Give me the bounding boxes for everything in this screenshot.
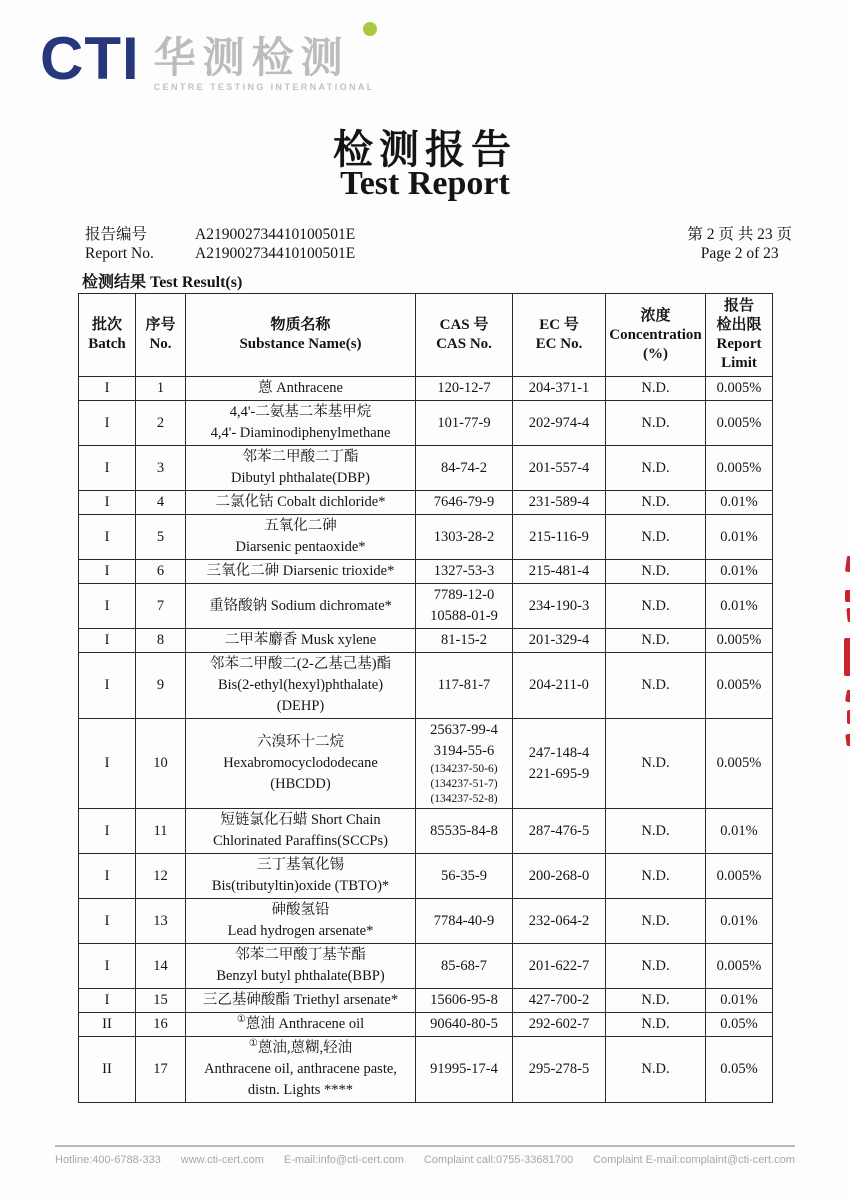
cell-ec-no: 295-278-5	[513, 1037, 606, 1103]
stamp-mark-icon	[845, 690, 850, 703]
cti-logo-chinese-name: 华测检测	[153, 34, 350, 81]
cell-cas-no: 91995-17-4	[416, 1037, 513, 1103]
cell-report-limit: 0.01%	[706, 491, 773, 515]
column-header: 报告 检出限 Report Limit	[706, 294, 773, 377]
cell-cas-no: 1327-53-3	[416, 560, 513, 584]
table-row	[79, 377, 773, 401]
cell-batch: I	[79, 854, 136, 899]
cell-concentration: N.D.	[606, 899, 706, 944]
cell-cas-no: 84-74-2	[416, 446, 513, 491]
column-header: CAS 号 CAS No.	[416, 294, 513, 377]
cell-ec-no: 201-622-7	[513, 944, 606, 989]
cell-substance-name: 二氯化钴 Cobalt dichloride*	[186, 491, 416, 515]
cell-substance-name: 三氧化二砷 Diarsenic trioxide*	[186, 560, 416, 584]
cell-concentration: N.D.	[606, 377, 706, 401]
cell-concentration: N.D.	[606, 401, 706, 446]
results-table-body	[79, 377, 773, 1103]
table-row	[79, 899, 773, 944]
cell-substance-name: 重铬酸钠 Sodium dichromate*	[186, 584, 416, 629]
footer-hotline: Hotline:400-6788-333	[55, 1154, 161, 1166]
cell-no: 15	[136, 989, 186, 1013]
cell-concentration: N.D.	[606, 653, 706, 719]
cell-no: 13	[136, 899, 186, 944]
report-number-block	[85, 225, 355, 263]
cell-cas-no: 7789-12-0 10588-01-9	[416, 584, 513, 629]
cell-report-limit: 0.01%	[706, 989, 773, 1013]
cell-report-limit: 0.01%	[706, 515, 773, 560]
footer-divider	[55, 1145, 795, 1147]
cell-report-limit: 0.005%	[706, 944, 773, 989]
cell-no: 9	[136, 653, 186, 719]
cell-concentration: N.D.	[606, 809, 706, 854]
cell-cas-no: 85-68-7	[416, 944, 513, 989]
table-row	[79, 560, 773, 584]
cell-cas-no: 85535-84-8	[416, 809, 513, 854]
cell-report-limit: 0.005%	[706, 854, 773, 899]
cell-report-limit: 0.01%	[706, 584, 773, 629]
footer-website: www.cti-cert.com	[180, 1154, 264, 1166]
report-title-english: Test Report	[340, 165, 510, 202]
table-row	[79, 854, 773, 899]
cell-ec-no: 232-064-2	[513, 899, 606, 944]
cell-report-limit: 0.005%	[706, 446, 773, 491]
cell-batch: I	[79, 515, 136, 560]
table-row	[79, 629, 773, 653]
cell-substance-name: 蒽 Anthracene	[186, 377, 416, 401]
cell-report-limit: 0.005%	[706, 401, 773, 446]
cell-substance-name: 4,4'-二氨基二苯基甲烷 4,4'- Diaminodiphenylmethane	[186, 401, 416, 446]
cti-logo	[40, 26, 375, 92]
footer-complaint-call: Complaint call:0755-33681700	[423, 1154, 574, 1166]
cell-ec-no: 427-700-2	[513, 989, 606, 1013]
cell-ec-no: 215-116-9	[513, 515, 606, 560]
cell-no: 10	[136, 719, 186, 809]
cell-substance-name: 邻苯二甲酸二(2-乙基己基)酯 Bis(2-ethyl(hexyl)phthalate) (DEHP)	[186, 653, 416, 719]
cti-logo-subtitle: CENTRE TESTING INTERNATIONAL	[153, 82, 375, 92]
cell-report-limit: 0.005%	[706, 377, 773, 401]
stamp-mark-icon	[846, 608, 850, 622]
cell-batch: I	[79, 377, 136, 401]
cell-batch: I	[79, 629, 136, 653]
cell-batch: I	[79, 809, 136, 854]
cell-cas-no: 56-35-9	[416, 854, 513, 899]
cell-report-limit: 0.05%	[706, 1013, 773, 1037]
cti-logo-wordmark	[154, 26, 375, 92]
cell-substance-name: 短链氯化石蜡 Short Chain Chlorinated Paraffins(SCCPs)	[186, 809, 416, 854]
stamp-mark-icon	[845, 734, 850, 747]
cell-cas-no: 7646-79-9	[416, 491, 513, 515]
cell-concentration: N.D.	[606, 629, 706, 653]
cell-ec-no: 247-148-4 221-695-9	[513, 719, 606, 809]
column-header: EC 号 EC No.	[513, 294, 606, 377]
cell-substance-name: ①蒽油,蒽糊,轻油 Anthracene oil, anthracene paste, distn. Lights ****	[186, 1037, 416, 1103]
table-row	[79, 989, 773, 1013]
cell-ec-no: 202-974-4	[513, 401, 606, 446]
cell-no: 2	[136, 401, 186, 446]
cell-no: 11	[136, 809, 186, 854]
cell-concentration: N.D.	[606, 1037, 706, 1103]
table-row	[79, 584, 773, 629]
table-row	[79, 809, 773, 854]
cell-cas-no: 1303-28-2	[416, 515, 513, 560]
table-row	[79, 719, 773, 809]
cell-concentration: N.D.	[606, 491, 706, 515]
page-number-cn: 第 2 页 共 23 页	[687, 226, 792, 243]
table-row	[79, 446, 773, 491]
cell-batch: I	[79, 560, 136, 584]
table-row	[79, 653, 773, 719]
cell-concentration: N.D.	[606, 515, 706, 560]
cell-no: 14	[136, 944, 186, 989]
cell-ec-no: 292-602-7	[513, 1013, 606, 1037]
cell-cas-no: 25637-99-4 3194-55-6 (134237-50-6) (134237-51-7) (134237-52-8)	[416, 719, 513, 809]
cell-report-limit: 0.005%	[706, 719, 773, 809]
results-table-header	[79, 294, 773, 377]
report-no-label-en: Report No.	[85, 245, 154, 262]
report-meta-row	[85, 225, 792, 263]
cell-batch: I	[79, 446, 136, 491]
cell-concentration: N.D.	[606, 446, 706, 491]
cti-logo-green-dot-icon	[363, 22, 377, 36]
cell-ec-no: 201-329-4	[513, 629, 606, 653]
cell-batch: I	[79, 584, 136, 629]
cell-concentration: N.D.	[606, 854, 706, 899]
cell-substance-name: 三丁基氧化锡 Bis(tributyltin)oxide (TBTO)*	[186, 854, 416, 899]
cell-concentration: N.D.	[606, 584, 706, 629]
report-title-chinese: 检测报告	[333, 127, 517, 172]
cell-substance-name: 六溴环十二烷 Hexabromocyclododecane (HBCDD)	[186, 719, 416, 809]
cell-cas-no: 7784-40-9	[416, 899, 513, 944]
results-table	[78, 293, 773, 1103]
column-header: 批次 Batch	[79, 294, 136, 377]
cell-batch: II	[79, 1013, 136, 1037]
cell-cas-no: 101-77-9	[416, 401, 513, 446]
cell-substance-name: 二甲苯麝香 Musk xylene	[186, 629, 416, 653]
cell-ec-no: 215-481-4	[513, 560, 606, 584]
cell-batch: I	[79, 653, 136, 719]
cell-ec-no: 234-190-3	[513, 584, 606, 629]
cell-batch: I	[79, 719, 136, 809]
cell-report-limit: 0.01%	[706, 809, 773, 854]
cell-no: 6	[136, 560, 186, 584]
cell-ec-no: 204-211-0	[513, 653, 606, 719]
cell-ec-no: 287-476-5	[513, 809, 606, 854]
cell-concentration: N.D.	[606, 989, 706, 1013]
cell-batch: I	[79, 401, 136, 446]
cell-batch: II	[79, 1037, 136, 1103]
cell-report-limit: 0.005%	[706, 653, 773, 719]
footer-complaint-email: Complaint E-mail:complaint@cti-cert.com	[593, 1154, 795, 1166]
report-no-value-en: A219002734410100501E	[195, 245, 356, 262]
cell-ec-no: 231-589-4	[513, 491, 606, 515]
cell-concentration: N.D.	[606, 560, 706, 584]
cell-no: 8	[136, 629, 186, 653]
red-stamp-fragment	[841, 552, 850, 752]
table-row	[79, 491, 773, 515]
cell-no: 17	[136, 1037, 186, 1103]
cell-substance-name: 砷酸氢铅 Lead hydrogen arsenate*	[186, 899, 416, 944]
table-row	[79, 944, 773, 989]
cell-cas-no: 120-12-7	[416, 377, 513, 401]
cell-cas-no: 117-81-7	[416, 653, 513, 719]
column-header: 序号 No.	[136, 294, 186, 377]
page-number-block	[687, 225, 792, 263]
cell-cas-no: 90640-80-5	[416, 1013, 513, 1037]
column-header: 浓度 Concentration (%)	[606, 294, 706, 377]
cell-report-limit: 0.01%	[706, 560, 773, 584]
cell-substance-name: ①蒽油 Anthracene oil	[186, 1013, 416, 1037]
cell-batch: I	[79, 989, 136, 1013]
cell-ec-no: 201-557-4	[513, 446, 606, 491]
stamp-mark-icon	[844, 638, 850, 676]
cell-concentration: N.D.	[606, 944, 706, 989]
cell-substance-name: 三乙基砷酸酯 Triethyl arsenate*	[186, 989, 416, 1013]
cell-batch: I	[79, 491, 136, 515]
test-results-section-label: 检测结果 Test Result(s)	[82, 274, 243, 291]
cell-no: 16	[136, 1013, 186, 1037]
table-row	[79, 1013, 773, 1037]
cell-substance-name: 邻苯二甲酸丁基苄酯 Benzyl butyl phthalate(BBP)	[186, 944, 416, 989]
cell-no: 3	[136, 446, 186, 491]
cell-no: 5	[136, 515, 186, 560]
cell-no: 7	[136, 584, 186, 629]
cell-batch: I	[79, 944, 136, 989]
cell-concentration: N.D.	[606, 719, 706, 809]
column-header: 物质名称 Substance Name(s)	[186, 294, 416, 377]
cell-cas-no: 81-15-2	[416, 629, 513, 653]
cell-report-limit: 0.01%	[706, 899, 773, 944]
cell-substance-name: 邻苯二甲酸二丁酯 Dibutyl phthalate(DBP)	[186, 446, 416, 491]
table-row	[79, 515, 773, 560]
cell-batch: I	[79, 899, 136, 944]
stamp-mark-icon	[845, 590, 850, 602]
cell-no: 12	[136, 854, 186, 899]
cell-report-limit: 0.05%	[706, 1037, 773, 1103]
report-no-label-cn: 报告编号	[85, 226, 148, 243]
cell-ec-no: 204-371-1	[513, 377, 606, 401]
cell-report-limit: 0.005%	[706, 629, 773, 653]
cell-substance-name: 五氧化二砷 Diarsenic pentaoxide*	[186, 515, 416, 560]
footer-contact-bar	[55, 1154, 795, 1166]
footer-email: E-mail:info@cti-cert.com	[283, 1154, 404, 1166]
table-row	[79, 1037, 773, 1103]
cell-ec-no: 200-268-0	[513, 854, 606, 899]
cti-logo-acronym: CTI	[40, 25, 140, 92]
page-number-en: Page 2 of 23	[700, 245, 779, 262]
cell-no: 1	[136, 377, 186, 401]
report-no-value-cn: A219002734410100501E	[195, 226, 356, 243]
cell-concentration: N.D.	[606, 1013, 706, 1037]
table-row	[79, 401, 773, 446]
cell-cas-no: 15606-95-8	[416, 989, 513, 1013]
stamp-mark-icon	[845, 556, 850, 573]
cell-no: 4	[136, 491, 186, 515]
